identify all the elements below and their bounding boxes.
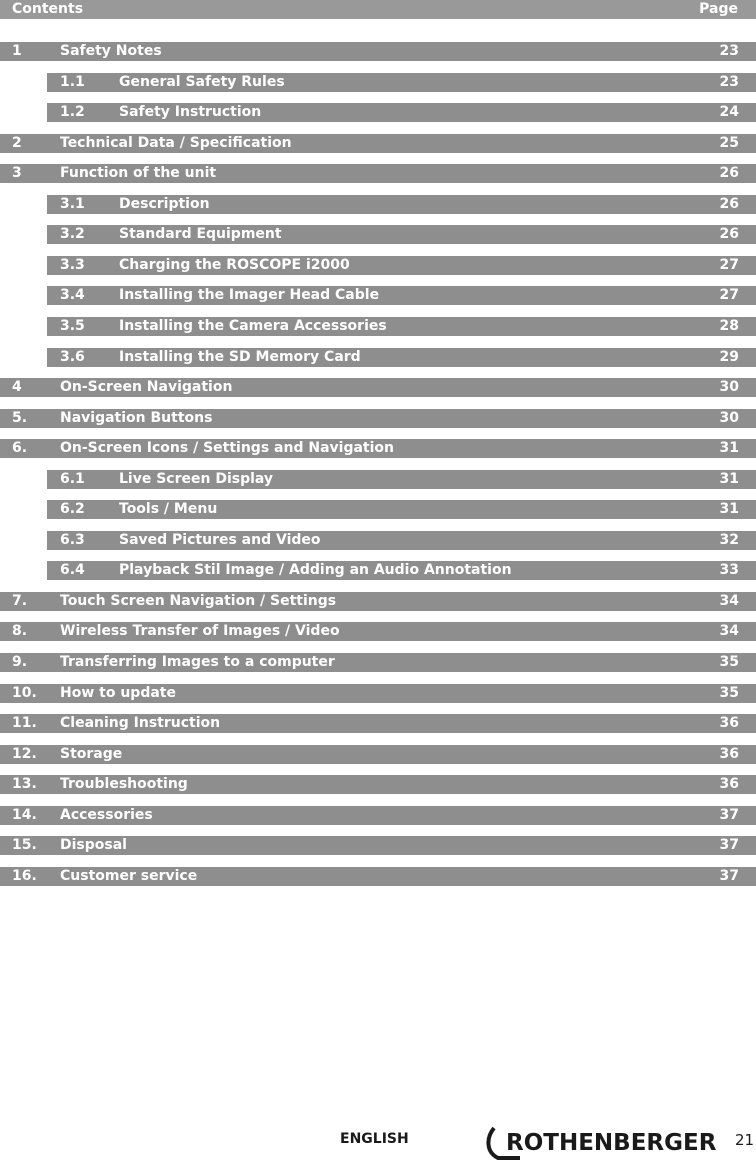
toc-section-number: 16. xyxy=(12,868,37,884)
toc-row[interactable] xyxy=(47,531,756,550)
toc-section-number: 3.2 xyxy=(60,226,85,242)
toc-page-number: 24 xyxy=(719,104,739,120)
toc-section-title: Transferring Images to a computer xyxy=(60,654,335,670)
toc-section-number: 1.2 xyxy=(60,104,85,120)
toc-section-title: Installing the Imager Head Cable xyxy=(119,287,380,303)
toc-section-number: 6. xyxy=(12,440,28,456)
toc-section-number: 3.6 xyxy=(60,349,85,365)
toc-page-number: 31 xyxy=(719,440,739,456)
toc-page-number: 29 xyxy=(719,349,739,365)
toc-row[interactable] xyxy=(47,348,756,367)
toc-row[interactable] xyxy=(0,42,756,61)
toc-section-number: 3.1 xyxy=(60,196,85,212)
toc-section-number: 2 xyxy=(12,135,22,151)
toc-section-title: Customer service xyxy=(60,868,198,884)
toc-section-title: Standard Equipment xyxy=(119,226,282,242)
toc-row[interactable] xyxy=(47,103,756,122)
footer-language: ENGLISH xyxy=(340,1131,409,1147)
toc-row[interactable] xyxy=(47,286,756,305)
toc-section-title: Touch Screen Navigation / Settings xyxy=(60,593,337,609)
toc-page-number: 23 xyxy=(719,43,739,59)
toc-section-title: General Safety Rules xyxy=(119,74,285,90)
toc-section-number: 3.3 xyxy=(60,257,85,273)
toc-row[interactable] xyxy=(0,134,756,153)
toc-section-number: 13. xyxy=(12,776,37,792)
toc-page-number: 37 xyxy=(719,807,739,823)
toc-section-number: 1.1 xyxy=(60,74,85,90)
toc-section-title: Storage xyxy=(60,746,123,762)
toc-row[interactable] xyxy=(47,561,756,580)
toc-page-number: 35 xyxy=(719,654,739,670)
toc-section-title: Technical Data / Specification xyxy=(60,135,292,151)
toc-row[interactable] xyxy=(47,195,756,214)
toc-row[interactable] xyxy=(47,317,756,336)
toc-page-number: 36 xyxy=(719,715,739,731)
toc-row[interactable] xyxy=(0,164,756,183)
toc-section-number: 1 xyxy=(12,43,22,59)
toc-page-number: 26 xyxy=(719,196,739,212)
toc-section-title: How to update xyxy=(60,685,176,701)
toc-section-title: Disposal xyxy=(60,837,127,853)
toc-section-title: Installing the Camera Accessories xyxy=(119,318,387,334)
toc-section-number: 6.3 xyxy=(60,532,85,548)
toc-section-title: Navigation Buttons xyxy=(60,410,213,426)
toc-page-number: 30 xyxy=(719,379,739,395)
toc-section-number: 3.5 xyxy=(60,318,85,334)
toc-section-number: 9. xyxy=(12,654,28,670)
toc-row[interactable] xyxy=(0,378,756,397)
toc-row[interactable] xyxy=(0,867,756,886)
toc-page-number: 33 xyxy=(719,562,739,578)
toc-section-number: 6.1 xyxy=(60,471,85,487)
toc-page-number: 32 xyxy=(719,532,739,548)
toc-row[interactable] xyxy=(47,256,756,275)
toc-section-number: 3.4 xyxy=(60,287,85,303)
toc-row[interactable] xyxy=(0,775,756,794)
contents-header xyxy=(0,0,756,19)
toc-page-number: 37 xyxy=(719,868,739,884)
toc-page-number: 31 xyxy=(719,471,739,487)
toc-page-number: 30 xyxy=(719,410,739,426)
toc-page-number: 36 xyxy=(719,776,739,792)
toc-row[interactable] xyxy=(0,836,756,855)
toc-section-title: Description xyxy=(119,196,210,212)
toc-row[interactable] xyxy=(0,806,756,825)
toc-section-number: 11. xyxy=(12,715,37,731)
toc-section-number: 5. xyxy=(12,410,28,426)
toc-section-title: Safety Notes xyxy=(60,43,162,59)
toc-page-number: 28 xyxy=(719,318,739,334)
toc-row[interactable] xyxy=(0,684,756,703)
toc-row[interactable] xyxy=(0,653,756,672)
toc-section-number: 4 xyxy=(12,379,22,395)
toc-section-title: On-Screen Icons / Settings and Navigation xyxy=(60,440,394,456)
toc-row[interactable] xyxy=(0,714,756,733)
toc-page-number: 31 xyxy=(719,501,739,517)
toc-row[interactable] xyxy=(0,592,756,611)
toc-section-title: Safety Instruction xyxy=(119,104,262,120)
toc-row[interactable] xyxy=(47,500,756,519)
toc-page-number: 25 xyxy=(719,135,739,151)
toc-row[interactable] xyxy=(47,73,756,92)
toc-section-title: Charging the ROSCOPE i2000 xyxy=(119,257,350,273)
brand-wordmark: ROTHENBERGER xyxy=(506,1130,717,1156)
toc-section-number: 14. xyxy=(12,807,37,823)
toc-row[interactable] xyxy=(0,409,756,428)
toc-section-number: 15. xyxy=(12,837,37,853)
toc-section-number: 6.4 xyxy=(60,562,85,578)
page-number: 21 xyxy=(735,1131,755,1149)
toc-section-title: Playback Stil Image / Adding an Audio Annotation xyxy=(119,562,512,578)
toc-page-number: 34 xyxy=(719,593,739,609)
page-column-label: Page xyxy=(699,1,738,17)
toc-row[interactable] xyxy=(0,439,756,458)
toc-row[interactable] xyxy=(0,745,756,764)
toc-page-number: 26 xyxy=(719,226,739,242)
toc-page-number: 27 xyxy=(719,257,739,273)
toc-section-title: Tools / Menu xyxy=(119,501,218,517)
toc-section-title: Cleaning Instruction xyxy=(60,715,221,731)
toc-page-number: 26 xyxy=(719,165,739,181)
toc-row[interactable] xyxy=(0,622,756,641)
toc-section-number: 12. xyxy=(12,746,37,762)
toc-section-title: Wireless Transfer of Images / Video xyxy=(60,623,340,639)
toc-section-title: Accessories xyxy=(60,807,153,823)
toc-page-number: 37 xyxy=(719,837,739,853)
toc-page-number: 27 xyxy=(719,287,739,303)
toc-page-number: 34 xyxy=(719,623,739,639)
toc-section-title: On-Screen Navigation xyxy=(60,379,233,395)
toc-row[interactable] xyxy=(47,225,756,244)
contents-title: Contents xyxy=(12,1,84,17)
toc-row[interactable] xyxy=(47,470,756,489)
toc-section-number: 7. xyxy=(12,593,28,609)
toc-section-title: Function of the unit xyxy=(60,165,217,181)
toc-section-title: Installing the SD Memory Card xyxy=(119,349,361,365)
toc-section-number: 10. xyxy=(12,685,37,701)
toc-page-number: 36 xyxy=(719,746,739,762)
toc-section-title: Live Screen Display xyxy=(119,471,274,487)
toc-section-number: 8. xyxy=(12,623,28,639)
toc-section-title: Saved Pictures and Video xyxy=(119,532,321,548)
toc-section-number: 3 xyxy=(12,165,22,181)
toc-page-number: 35 xyxy=(719,685,739,701)
toc-section-number: 6.2 xyxy=(60,501,85,517)
toc-section-title: Troubleshooting xyxy=(60,776,188,792)
toc-page-number: 23 xyxy=(719,74,739,90)
